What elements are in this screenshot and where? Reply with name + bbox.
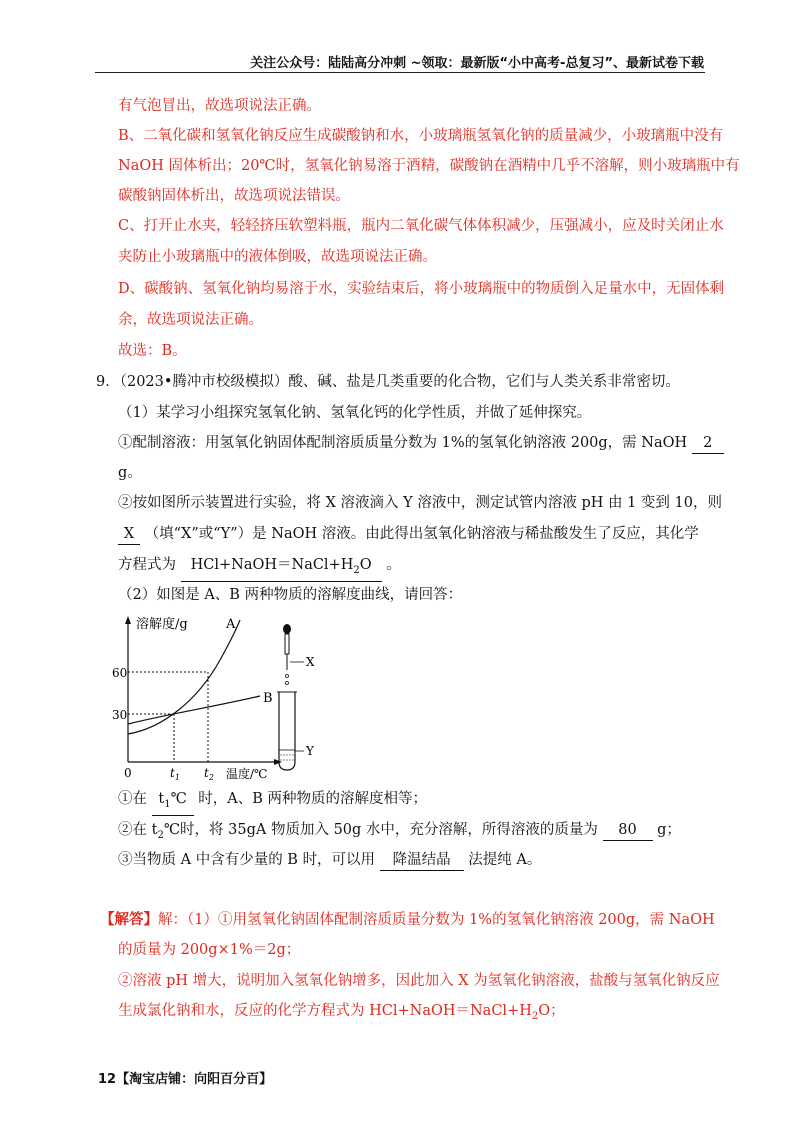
header-rule [95, 72, 705, 73]
y-axis-label: 溶解度/g [136, 617, 188, 632]
solution-line-4: 生成氯化钠和水，反应的化学方程式为 $HCl+NaOH=NaCl+H_2O$； [118, 1003, 565, 1022]
curve-b [128, 696, 260, 724]
solution-line-1: 【解答】解：（1）①用氢氧化钠固体配制溶质质量分数为 1%的氢氧化钠溶液 200g，需 NaOH [100, 911, 715, 928]
solution-text: C、打开止水夹，轻轻挤压软塑料瓶，瓶内二氧化碳气体体积减少，压强减小，应及时关闭止水 [118, 218, 724, 234]
solution-text: B、二氧化碳和氢氧化钠反应生成碳酸钠和水，小玻璃瓶氢氧化钠的质量减少，小玻璃瓶中没有 [118, 128, 724, 144]
tick-label-t2: $t_2$ [204, 766, 214, 782]
answer-blank: 2 [692, 433, 724, 454]
x-axis-label: 温度/℃ [226, 767, 268, 781]
y-axis-arrow [125, 616, 131, 624]
test-tube-icon [277, 692, 304, 770]
shop-name: 【淘宝店铺：向阳百分百】 [116, 1072, 273, 1087]
tick-label-t1: $t_1$ [170, 766, 180, 782]
question-step-2-cont: X （填“X”或“Y”）是 NaOH 溶液。由此得出氢氧化钠溶液与稀盐酸发生了反应，其化学 [118, 524, 699, 545]
tick-label-60: 60 [112, 666, 128, 680]
solution-text: 夹防止小玻璃瓶中的液体倒吸，故选项说法正确。 [118, 249, 437, 265]
solution-text: D、碳酸钠、氢氧化钠均易溶于水，实验结束后，将小玻璃瓶中的物质倒入足量水中，无固体剩 [118, 281, 725, 297]
question-a2: ②在 $t_2℃$时，将 35gA 物质加入 50g 水中，充分溶解，所得溶液的质量为 80 g； [118, 822, 681, 841]
solution-text: 余，故选项说法正确。 [118, 312, 263, 328]
page-number: 12 [98, 1072, 117, 1087]
solution-line-2: 的质量为 200g×1%＝2g； [118, 942, 301, 958]
answer-blank: $HCl+NaOH=NaCl+H_2O$ [181, 555, 382, 582]
curve-a-label: A [226, 617, 236, 632]
solution-text: 碳酸钠固体析出，故选项说法错误。 [118, 188, 350, 204]
page-footer [98, 1068, 272, 1087]
question-intro: 9．（2023•腾冲市校级模拟）酸、碱、盐是几类重要的化合物，它们与人类关系非常密切。 [96, 374, 680, 390]
answer-blank: 降温结晶 [380, 850, 464, 871]
origin-label: 0 [124, 766, 132, 780]
dropper-label: X [306, 655, 315, 669]
tick-label-30: 30 [112, 708, 128, 722]
question-step-2: ②按如图所示装置进行实验，将 X 溶液滴入 Y 溶液中，测定试管内溶液 pH 由 1 变到 10，则 [118, 495, 722, 511]
question-step-2-equation: 方程式为 $HCl+NaOH=NaCl+H_2O$ 。 [118, 555, 401, 582]
question-part-2: （2）如图是 A、B 两种物质的溶解度曲线，请回答： [118, 587, 463, 603]
question-a1: ①在 $t_1℃$ 时，A、B 两种物质的溶解度相等； [118, 789, 427, 816]
question-part-1: （1）某学习小组探究氢氧化钠、氢氧化钙的化学性质，并做了延伸探究。 [118, 405, 592, 421]
solution-label: 【解答】 [100, 911, 158, 928]
question-a3: ③当物质 A 中含有少量的 B 时，可以用 降温结晶 法提纯 A。 [118, 850, 541, 871]
solution-answer: 故选：B。 [118, 343, 187, 359]
answer-blank: 80 [603, 820, 653, 841]
curve-b-label: B [263, 691, 273, 706]
solution-text: 有气泡冒出，故选项说法正确。 [118, 98, 321, 114]
question-step-1-unit: g。 [118, 465, 142, 481]
answer-blank: X [118, 524, 140, 545]
tube-label: Y [306, 744, 314, 758]
dropper-icon [283, 624, 304, 685]
answer-blank: $t_1℃$ [152, 789, 194, 816]
solution-text: NaOH 固体析出；20℃时，氢氧化钠易溶于酒精，碳酸钠在酒精中几乎不溶解，则小玻璃瓶中有 [118, 158, 740, 174]
solubility-figure [108, 612, 328, 782]
question-step-1: ①配制溶液：用氢氧化钠固体配制溶质质量分数为 1%的氢氧化钠溶液 200g，需 NaOH 2 [118, 433, 724, 454]
curve-a [128, 620, 240, 734]
page-header: 关注公众号：陆陆高分冲刺 ~领取：最新版“小中高考-总复习”、最新试卷下载 [250, 56, 704, 71]
solution-line-3: ②溶液 pH 增大，说明加入氢氧化钠增多，因此加入 X 为氢氧化钠溶液，盐酸与氢氧化钠反应 [118, 973, 720, 989]
